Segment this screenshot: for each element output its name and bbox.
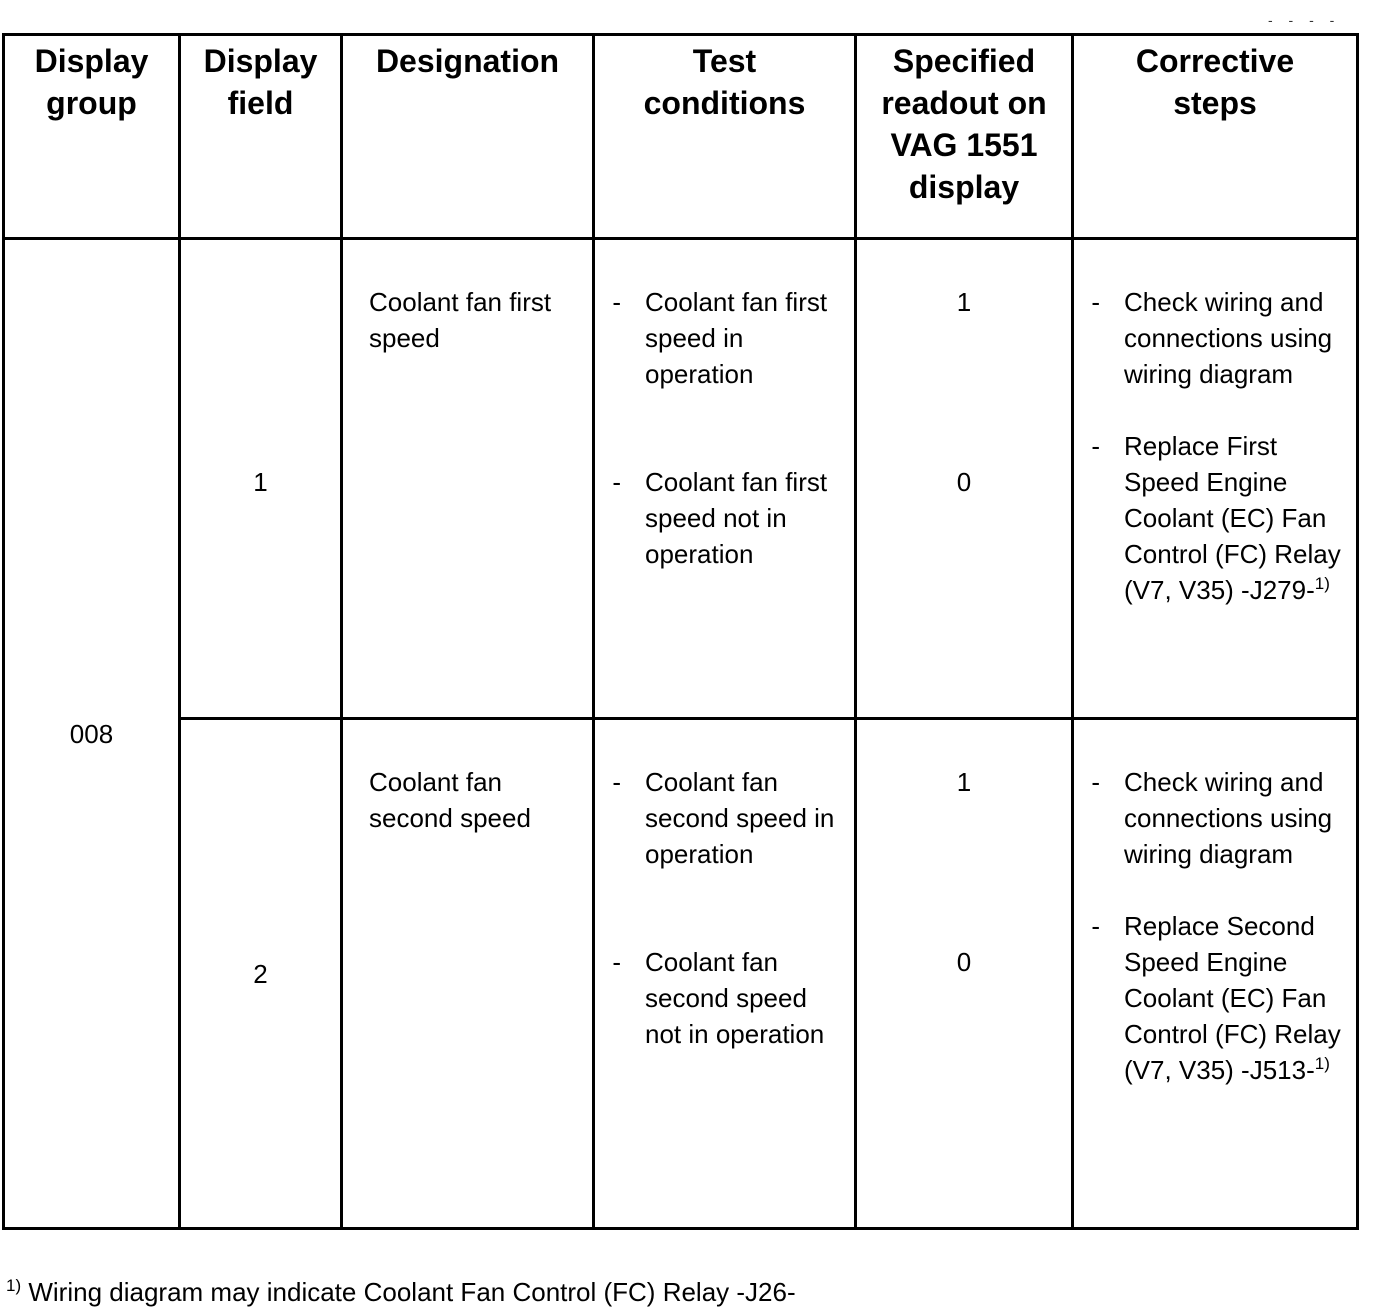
condition-text: Coolant fan second speed in operation xyxy=(645,767,835,869)
corrective-text: Check wiring and connections using wiring diagram xyxy=(1124,767,1333,869)
display-field-value: 2 xyxy=(253,959,268,989)
bullet-dash: - xyxy=(612,287,621,317)
footnote-ref: 1) xyxy=(1314,574,1330,593)
footnote-ref: 1) xyxy=(1314,1054,1330,1073)
column-header-display-group: Display group xyxy=(4,35,180,239)
corrective-item xyxy=(1074,764,1346,872)
table-row xyxy=(4,719,1358,1229)
table-row xyxy=(4,239,1358,719)
designation-cell xyxy=(342,239,594,719)
readout-value: 0 xyxy=(956,467,972,497)
corrective-text: Check wiring and connections using wiring diagram xyxy=(1124,287,1333,389)
corrective-text: Replace Second Speed Engine Coolant (EC) Fan Control (FC) Relay (V7, V35) -J513- xyxy=(1124,911,1341,1085)
readout-cell xyxy=(856,719,1073,1229)
bullet-dash: - xyxy=(1091,911,1100,941)
corrective-steps-cell xyxy=(1073,239,1358,719)
bullet-dash: - xyxy=(1091,287,1100,317)
display-group-value: 008 xyxy=(69,718,114,749)
test-conditions-cell xyxy=(594,719,856,1229)
column-header-corrective-steps: Corrective steps xyxy=(1073,35,1358,239)
corrective-text: Replace First Speed Engine Coolant (EC) Fan Control (FC) Relay (V7, V35) -J279- xyxy=(1124,431,1341,605)
test-conditions-cell xyxy=(594,239,856,719)
bullet-dash: - xyxy=(612,767,621,797)
header-mark: - - - - xyxy=(1268,12,1341,28)
corrective-steps-cell xyxy=(1073,719,1358,1229)
bullet-dash: - xyxy=(1091,767,1100,797)
footnote xyxy=(6,1274,796,1310)
condition-text: Coolant fan first speed not in operation xyxy=(645,467,828,569)
bullet-dash: - xyxy=(1091,431,1100,461)
condition-item xyxy=(595,284,844,392)
condition-item xyxy=(595,764,844,872)
corrective-item xyxy=(1074,908,1346,1088)
display-field-cell xyxy=(180,239,342,719)
condition-item xyxy=(595,464,844,572)
column-header-display-field: Display field xyxy=(180,35,342,239)
footnote-mark: 1) xyxy=(6,1276,22,1295)
designation-text: Coolant fan second speed xyxy=(369,767,531,833)
readout-value: 1 xyxy=(956,767,972,797)
condition-item xyxy=(595,944,844,1052)
display-field-value: 1 xyxy=(253,467,268,497)
readout-value: 0 xyxy=(956,947,972,977)
diagnostic-table xyxy=(2,33,1359,1230)
designation-cell xyxy=(342,719,594,1229)
condition-text: Coolant fan first speed in operation xyxy=(645,287,828,389)
designation-text: Coolant fan first speed xyxy=(369,287,552,353)
bullet-dash: - xyxy=(612,467,621,497)
readout-value: 1 xyxy=(956,287,972,317)
display-group-cell xyxy=(4,239,180,1229)
bullet-dash: - xyxy=(612,947,621,977)
column-header-designation: Designation xyxy=(342,35,594,239)
column-header-specified-readout: Specified readout on VAG 1551 display xyxy=(856,35,1073,239)
corrective-item xyxy=(1074,428,1346,608)
footnote-text: Wiring diagram may indicate Coolant Fan Control (FC) Relay -J26- xyxy=(28,1277,796,1307)
condition-text: Coolant fan second speed not in operation xyxy=(645,947,825,1049)
column-header-test-conditions: Test conditions xyxy=(594,35,856,239)
readout-cell xyxy=(856,239,1073,719)
corrective-item xyxy=(1074,284,1346,392)
table-header-row xyxy=(4,35,1358,239)
display-field-cell xyxy=(180,719,342,1229)
